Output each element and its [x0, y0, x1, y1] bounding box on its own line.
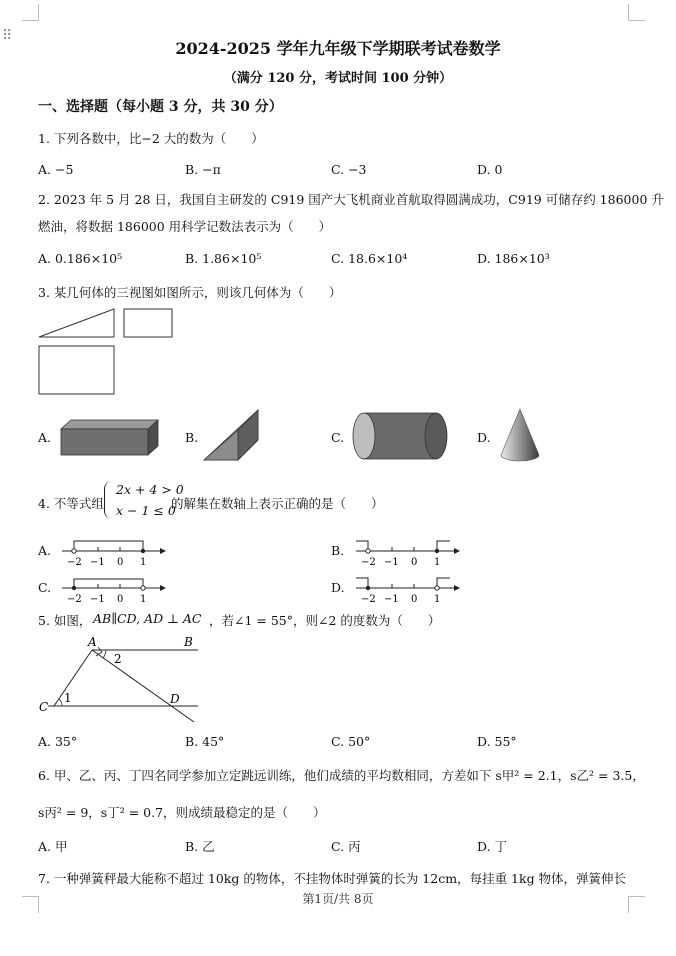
tick-label: 1: [140, 557, 147, 567]
corner-mark-top-left: [22, 4, 39, 21]
q5-option-b[interactable]: B. 45°: [185, 734, 225, 749]
page-footer: 第1页/共 8页: [302, 892, 374, 906]
tick-label: 1: [434, 594, 441, 604]
tick-label: 0: [411, 557, 418, 567]
question-3-stem: 3. 某几何体的三视图如图所示，则该几何体为（ ）: [38, 285, 342, 300]
tick-label: −1: [384, 594, 399, 604]
top-view-rect: [39, 346, 114, 394]
q3-label-b[interactable]: B.: [185, 430, 199, 445]
q5-option-a[interactable]: A. 35°: [38, 734, 78, 749]
point-label-a: A: [88, 635, 97, 649]
geometry-figure: [36, 632, 206, 724]
system-brace: [104, 481, 115, 519]
q5-option-c[interactable]: C. 50°: [331, 734, 371, 749]
q4-label-a[interactable]: A.: [38, 543, 52, 558]
q6-option-d[interactable]: D. 丁: [477, 839, 508, 854]
tick-label: 0: [117, 557, 124, 567]
cylinder-icon: [352, 410, 450, 462]
number-line-c: [60, 572, 168, 604]
point-label-b: B: [184, 635, 193, 649]
point-label-d: D: [170, 692, 180, 706]
tick-label: −2: [67, 557, 82, 567]
question-2-line2: 燃油，将数据 186000 用科学记数法表示为（ ）: [38, 219, 332, 234]
question-5-prefix: 5. 如图，: [38, 613, 92, 628]
q4-label-d[interactable]: D.: [331, 580, 345, 595]
question-7-line1: 7. 一种弹簧秤最大能称不超过 10kg 的物体，不挂物体时弹簧的长为 12cm，每挂重 1kg 物体，弹簧伸长: [38, 871, 627, 886]
q6-option-a[interactable]: A. 甲: [38, 839, 68, 854]
tick-label: −1: [384, 557, 399, 567]
three-view-figure: [38, 306, 178, 398]
exam-title: 2024-2025 学年九年级下学期联考试卷数学: [175, 39, 501, 58]
cuboid-icon: [58, 412, 164, 458]
q1-option-b[interactable]: B. −π: [185, 162, 221, 177]
question-6-line1: 6. 甲、乙、丙、丁四名同学参加立定跳远训练，他们成绩的平均数相同，方差如下 s甲² = 2.1，s乙² = 3.5，: [38, 768, 645, 783]
angle-label-2: 2: [114, 652, 122, 666]
q1-option-a[interactable]: A. −5: [38, 162, 74, 177]
q6-option-b[interactable]: B. 乙: [185, 839, 215, 854]
q1-option-c[interactable]: C. −3: [331, 162, 367, 177]
q1-option-d[interactable]: D. 0: [477, 162, 503, 177]
tick-label: −2: [361, 557, 376, 567]
tick-label: 0: [117, 594, 124, 604]
tick-label: 1: [140, 594, 147, 604]
point-label-c: C: [39, 700, 49, 714]
inequality-2: x − 1 ≤ 0: [116, 503, 176, 518]
tick-label: −2: [361, 594, 376, 604]
number-line-b: [354, 535, 462, 567]
question-2-line1: 2. 2023 年 5 月 28 日，我国自主研发的 C919 国产大飞机商业首航取得圆满成功，C919 可储存约 186000 升: [38, 192, 664, 207]
angle-label-1: 1: [64, 691, 72, 705]
side-view-rect: [124, 309, 172, 337]
front-view-triangle: [39, 309, 114, 337]
q2-option-d[interactable]: D. 186×10³: [477, 251, 550, 266]
question-5-rest: ，若∠1 = 55°，则∠2 的度数为（ ）: [209, 613, 441, 628]
tick-label: −1: [90, 557, 105, 567]
q3-label-c[interactable]: C.: [331, 430, 345, 445]
question-1-stem: 1. 下列各数中，比−2 大的数为（ ）: [38, 131, 264, 146]
q5-option-d[interactable]: D. 55°: [477, 734, 517, 749]
number-line-a: [60, 535, 168, 567]
drag-handle-icon[interactable]: ⠿: [2, 28, 11, 44]
q2-option-b[interactable]: B. 1.86×10⁵: [185, 251, 262, 266]
inequality-1: 2x + 4 > 0: [116, 482, 184, 497]
q2-option-a[interactable]: A. 0.186×10⁵: [38, 251, 123, 266]
section-heading: 一、选择题（每小题 3 分，共 30 分）: [38, 99, 283, 115]
exam-subtitle: （满分 120 分，考试时间 100 分钟）: [223, 71, 453, 86]
cone-icon: [498, 406, 542, 466]
q3-label-d[interactable]: D.: [477, 430, 491, 445]
question-5-condition: AB∥CD, AD ⊥ AC: [93, 611, 202, 626]
question-6-line2: s丙² = 9，s丁² = 0.7，则成绩最稳定的是（ ）: [38, 805, 326, 820]
tick-label: 1: [434, 557, 441, 567]
q4-label-c[interactable]: C.: [38, 580, 52, 595]
tick-label: −1: [90, 594, 105, 604]
q6-option-c[interactable]: C. 丙: [331, 839, 361, 854]
question-4-suffix: 的解集在数轴上表示正确的是（ ）: [171, 496, 384, 511]
q4-label-b[interactable]: B.: [331, 543, 345, 558]
q3-label-a[interactable]: A.: [38, 430, 52, 445]
corner-mark-top-right: [628, 4, 645, 21]
tick-label: −2: [67, 594, 82, 604]
q2-option-c[interactable]: C. 18.6×10⁴: [331, 251, 408, 266]
number-line-d: [354, 572, 462, 604]
tick-label: 0: [411, 594, 418, 604]
question-4-prefix: 4. 不等式组: [38, 496, 104, 511]
triangular-prism-icon: [200, 406, 266, 462]
